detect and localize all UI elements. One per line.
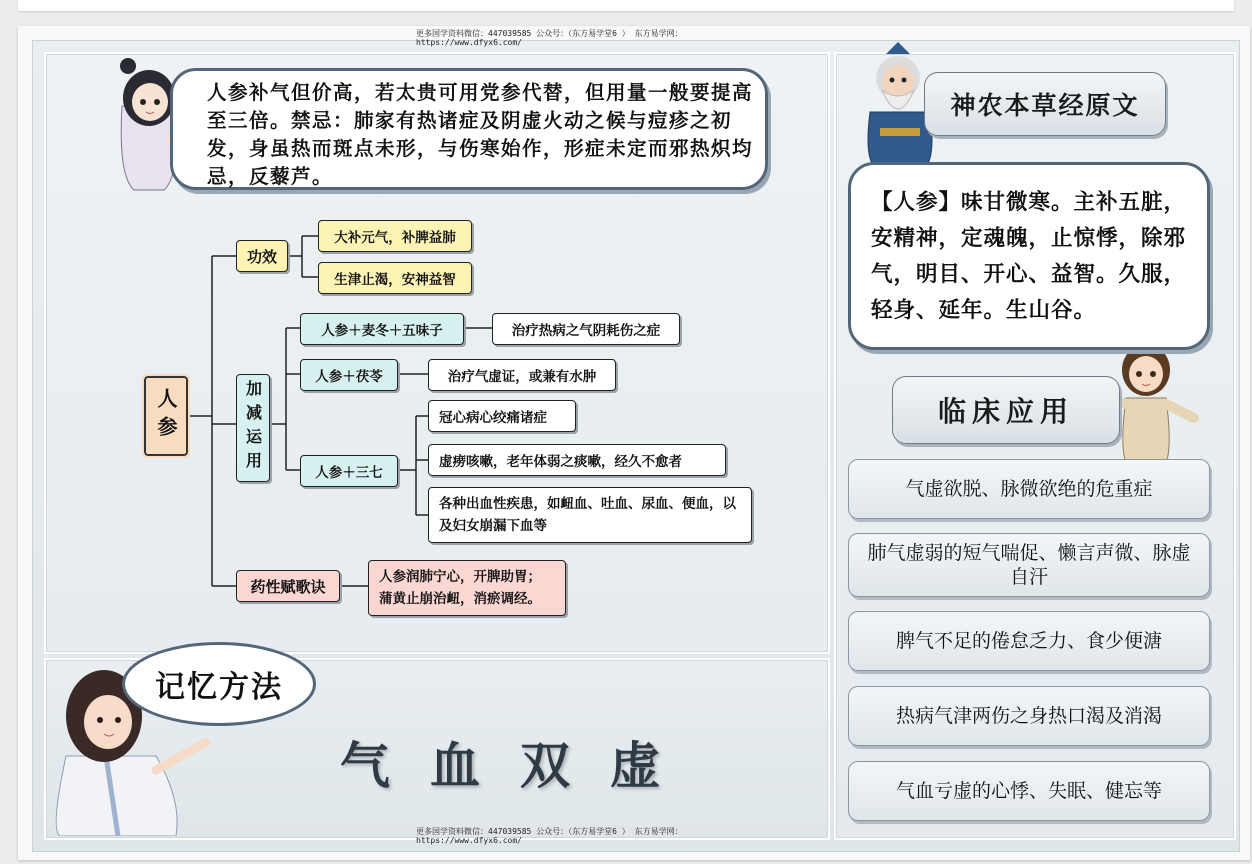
node-effect-1 xyxy=(318,220,472,252)
clinical-item-1-text: 气虚欲脱、脉微欲绝的危重症 xyxy=(905,478,1153,500)
node-use-sanqi-2-label: 虚痨咳嗽，老年体弱之痰嗽，经久不愈者 xyxy=(439,454,682,470)
node-gejue-verse xyxy=(368,560,566,616)
root-node-label: 人参 xyxy=(154,388,178,444)
node-use-maidong xyxy=(492,313,680,345)
node-use-fuling-label: 治疗气虚证，或兼有水肿 xyxy=(447,369,597,385)
watermark-line1: 更多国学资料微信：447039585 公众号：（东方易学堂6 ） 东方易学网： xyxy=(416,29,683,38)
clinical-title-box xyxy=(892,376,1120,444)
clinical-item-4-text: 热病气津两伤之身热口渴及消渴 xyxy=(895,705,1162,727)
clinical-item-4 xyxy=(848,686,1210,746)
node-gongxiao xyxy=(236,240,288,272)
shennong-title-box xyxy=(924,72,1166,136)
clinical-title: 临床应用 xyxy=(937,395,1074,428)
clinical-item-3 xyxy=(848,611,1210,671)
node-use-sanqi-1 xyxy=(428,400,576,432)
clinical-item-5-text: 气血亏虚的心悸、失眠、健忘等 xyxy=(895,780,1162,802)
node-use-sanqi-3 xyxy=(428,487,752,543)
node-use-maidong-label: 治疗热病之气阴耗伤之症 xyxy=(511,323,661,339)
node-effect-2 xyxy=(318,262,472,294)
node-effect-2-label: 生津止渴，安神益智 xyxy=(334,272,456,288)
node-combo-fuling xyxy=(300,359,398,391)
clinical-item-2-text: 肺气虚弱的短气喘促、懒言声微、脉虚自汗 xyxy=(867,542,1191,588)
usage-note-text: 人参补气但价高，若太贵可用党参代替，但用量一般要提高至三倍。禁忌：肺家有热诸症及阴虚火动之候与痘疹之初发，身虽热而斑点未形，与伤寒始作，形症未定而邪热炽均忌，反藜芦。 xyxy=(207,81,754,188)
node-use-fuling xyxy=(428,359,616,391)
node-combo-maidong-label: 人参＋麦冬＋五味子 xyxy=(321,323,443,339)
gejue-verse-line1: 人参润肺宁心，开脾助胃； xyxy=(379,569,541,585)
watermark-bottom xyxy=(416,827,683,845)
node-gongxiao-label: 功效 xyxy=(246,247,277,266)
memory-title: 记忆方法 xyxy=(155,670,283,705)
node-combo-sanqi-label: 人参＋三七 xyxy=(315,465,383,481)
gejue-verse-line2: 蒲黄止崩治衄，消瘀调经。 xyxy=(379,591,541,607)
node-combo-maidong xyxy=(300,313,464,345)
watermark-bottom-line1: 更多国学资料微信：447039585 公众号：（东方易学堂6 ） 东方易学网： xyxy=(416,827,683,836)
node-combo-fuling-label: 人参＋茯苓 xyxy=(315,369,383,385)
watermark-line2: https://www.dfyx6.com/ xyxy=(416,38,522,47)
node-gejue-label: 药性赋歌诀 xyxy=(250,577,326,596)
watermark-bottom-line2: https://www.dfyx6.com/ xyxy=(416,836,522,845)
node-effect-1-label: 大补元气，补脾益肺 xyxy=(334,230,456,246)
node-use-sanqi-1-label: 冠心病心绞痛诸症 xyxy=(439,410,547,426)
shennong-title: 神农本草经原文 xyxy=(950,91,1140,120)
root-node-renshen xyxy=(144,376,188,456)
shennong-quote-text: 【人参】味甘微寒。主补五脏，安精神，定魂魄，止惊悸，除邪气，明目、开心、益智。久服，轻身、延年。生山谷。 xyxy=(871,190,1187,323)
clinical-item-1 xyxy=(848,459,1210,519)
clinical-item-3-text: 脾气不足的倦怠乏力、食少便溏 xyxy=(895,630,1162,652)
node-use-sanqi-2 xyxy=(428,444,726,476)
node-jiajian xyxy=(236,374,270,482)
node-jiajian-label: 加减运用 xyxy=(243,380,263,476)
clinical-item-2 xyxy=(848,533,1210,597)
shennong-quote-bubble xyxy=(848,162,1210,350)
node-gejue xyxy=(236,570,340,602)
node-combo-sanqi xyxy=(300,455,398,487)
memory-title-bubble xyxy=(122,642,316,726)
memory-phrase: 气血双虚 xyxy=(340,736,700,795)
node-use-sanqi-3-label: 各种出血性疾患，如衄血、吐血、尿血、便血，以及妇女崩漏下血等 xyxy=(439,496,736,534)
clinical-item-5 xyxy=(848,761,1210,821)
